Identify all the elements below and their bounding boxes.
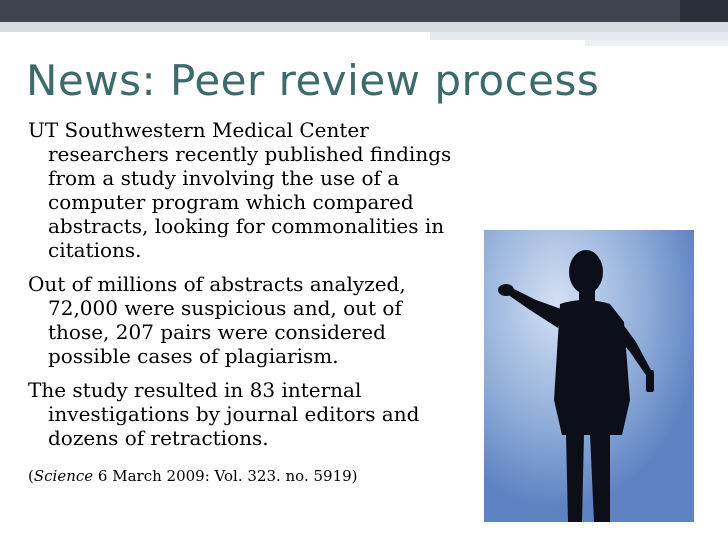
top-bar-accent bbox=[680, 0, 728, 22]
paragraph-investigations: The study resulted in 83 internal investigations by journal editors and dozens of retractions. bbox=[28, 378, 420, 450]
slide-content bbox=[28, 118, 468, 496]
presenter-silhouette bbox=[484, 230, 694, 522]
paragraph-results: Out of millions of abstracts analyzed, 72,000 were suspicious and, out of those, 207 pairs were considered possible cases of plagiarism. bbox=[28, 272, 406, 368]
citation-journal: Science bbox=[33, 467, 94, 485]
silhouette-photo bbox=[484, 230, 694, 522]
citation-open: ( bbox=[28, 467, 34, 485]
citation-details: 6 March 2009: Vol. 323. no. 5919) bbox=[93, 467, 358, 485]
decorative-band bbox=[430, 32, 728, 40]
decorative-band bbox=[585, 40, 728, 46]
paragraph-study: UT Southwestern Medical Center researchers recently published findings from a study involving the use of a computer program which compared abstracts, looking for commonalities in citations. bbox=[28, 118, 452, 262]
top-bar bbox=[0, 0, 728, 22]
slide-title: News: Peer review process bbox=[26, 56, 600, 105]
decorative-band bbox=[0, 22, 728, 32]
citation bbox=[28, 466, 468, 486]
